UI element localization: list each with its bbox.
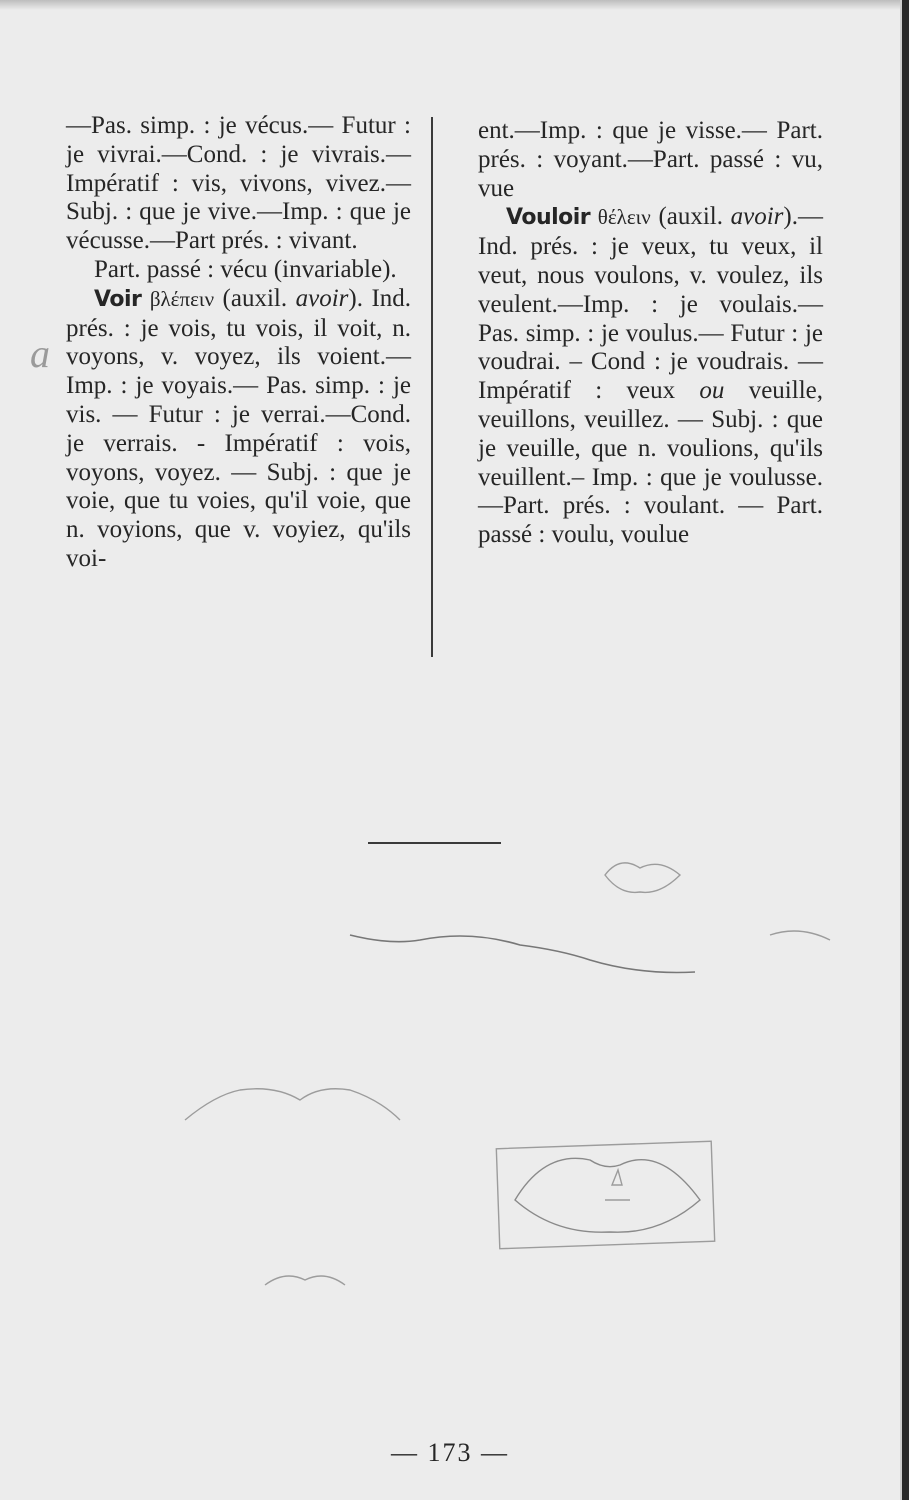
voir-aux-close: ).: [348, 284, 372, 312]
vivre-conjugation: [66, 112, 411, 256]
margin-pencil-mark: a: [30, 331, 50, 376]
vouloir-or: ou: [699, 377, 725, 405]
crease-line: [350, 935, 695, 973]
page-number: — 173 —: [391, 1438, 509, 1467]
vouloir-aux-close: ).: [783, 203, 798, 231]
left-column: [66, 112, 411, 574]
vivre-participle: [66, 256, 411, 285]
column-divider: [431, 117, 433, 657]
vouloir-aux-open: (auxil.: [650, 203, 731, 231]
crease-line-right: [770, 931, 830, 940]
vouloir-greek: θέλειν: [597, 205, 651, 230]
voir-continuation-text: ent.—Imp. : que je visse.— Part. prés. : voyant.—Part. passé : vu, vue: [478, 117, 823, 202]
vivre-text: —Pas. simp. : je vécus.— Futur : je vivrai.—Cond. : je vivrais.—Impératif : vis, vivons, vivez.—Subj. : que je vive.—Imp. : que je vécusse.—Part prés. : vivant.: [66, 112, 411, 255]
voir-aux-open: (auxil.: [214, 284, 296, 312]
voir-body: Ind. prés. : je vois, tu vois, il voit, n. voyons, v. voyez, ils voient.—Imp. : je voyais.— Pas. simp. : je vis. — Futur : je verrai.—Cond. je verrais. - Impératif : vois, voyons, voyez. — Subj. : que je voie, que tu voies, qu'il voie, que n. voyions, que v. voyiez, qu'ils voi-: [66, 284, 412, 572]
voir-headword: Voir: [94, 286, 142, 312]
lips-sketch-frame: [496, 1141, 714, 1248]
section-end-rule: [368, 842, 501, 844]
voir-aux-word: avoir: [295, 284, 349, 312]
lips-sketch-faint: [265, 1276, 345, 1285]
page-top-edge: [0, 0, 900, 10]
voir-greek: βλέπειν: [149, 286, 215, 311]
vouloir-body-b: veuille, veuillons, veuillez. — Subj. : que je veuille, que n. voulions, qu'ils veuillent.– Imp. : que je voulusse.—Part. prés. : voulant. — Part. passé : voulu, voulue: [478, 377, 823, 549]
vivre-participle-text: Part. passé : vécu (invariable).: [94, 255, 397, 283]
sailboat-sketch: [605, 1170, 630, 1200]
right-column: [478, 117, 823, 550]
vouloir-entry: [478, 203, 823, 550]
lips-sketch-small: [605, 863, 680, 893]
vouloir-body-a: —Ind. prés. : je veux, tu veux, il veut, nous voulons, v. voulez, ils veulent.—Imp. : je voulais.— Pas. simp. : je voulus.— Futur : je voudrai. – Cond : je voudrais. — Impératif : veux: [478, 203, 823, 405]
voir-continuation: [478, 117, 823, 203]
lips-sketch-outline: [185, 1089, 400, 1120]
lips-sketch-large: [515, 1158, 700, 1232]
vouloir-headword: Vouloir: [506, 205, 591, 231]
voir-entry: [66, 285, 411, 574]
vouloir-aux-word: avoir: [730, 203, 784, 231]
